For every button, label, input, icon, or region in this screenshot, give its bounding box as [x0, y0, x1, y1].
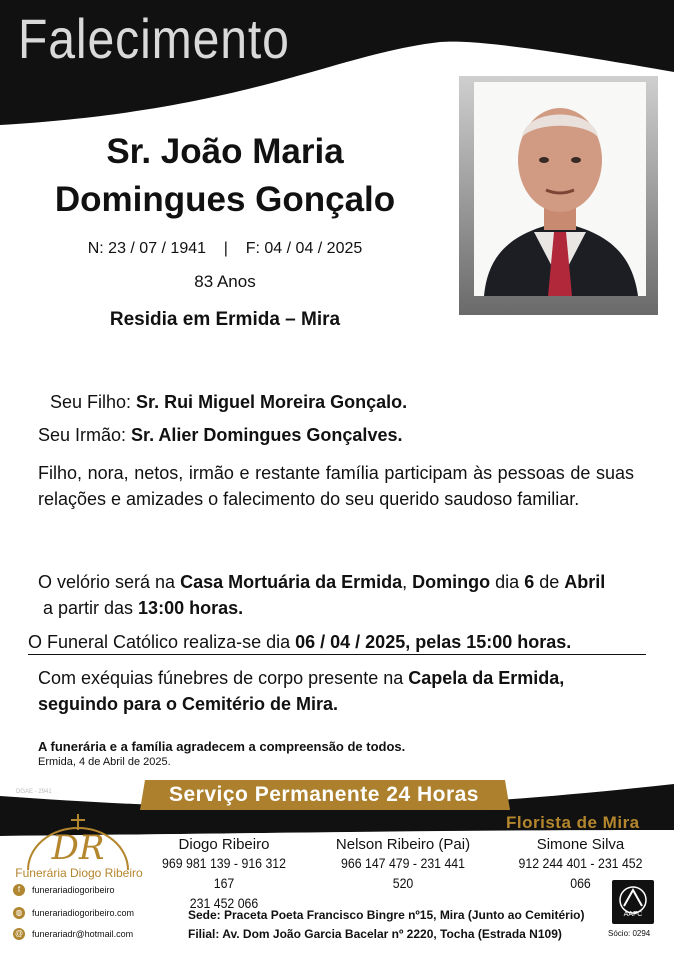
exequias-info	[38, 665, 648, 717]
facebook-link[interactable]	[13, 884, 115, 896]
deceased-photo	[474, 82, 646, 296]
wake-place: Casa Mortuária da Ermida	[180, 572, 403, 592]
contact-phones[interactable]: 912 244 401 - 231 452 066	[518, 855, 643, 891]
logo-letters: DR	[51, 828, 105, 868]
contact-name: Diogo Ribeiro	[178, 836, 270, 853]
son-name: Sr. Rui Miguel Moreira Gonçalo.	[136, 392, 408, 412]
contact-phones-2[interactable]: 231 452 066	[189, 895, 259, 911]
email-address: funerariadr@hotmail.com	[32, 929, 134, 939]
wake-text-3: dia	[490, 572, 525, 592]
funeral-text: O Funeral Católico realiza-se dia	[28, 632, 296, 652]
wake-date-number: 6	[524, 572, 535, 592]
funeral-info	[28, 630, 646, 655]
dgae-code: DGAE - 2941	[16, 789, 52, 795]
brother-label: Seu Irmão:	[38, 425, 132, 445]
contact-phones[interactable]: 966 147 479 - 231 441 520	[341, 855, 465, 891]
contact-diogo	[144, 836, 304, 913]
place-date: Ermida, 4 de Abril de 2025.	[38, 756, 171, 768]
facebook-icon: f	[13, 884, 25, 896]
name-line-2: Domingues Gonçalo	[54, 180, 396, 219]
exequias-chapel: Capela da Ermida,	[408, 668, 565, 688]
member-number: Sócio: 0294	[608, 929, 651, 938]
wake-day: Domingo	[412, 572, 491, 592]
exequias-cemetery: seguindo para o Cemitério de Mira.	[38, 694, 339, 714]
aafc-logo	[612, 880, 654, 924]
wake-text-1: O velório será na	[38, 572, 181, 592]
facebook-handle: funerariadiogoribeiro	[32, 885, 115, 895]
aafc-label: AAFC	[623, 911, 643, 918]
florist-name: Florista de Mira	[506, 813, 640, 832]
contact-name: Simone Silva	[536, 836, 625, 853]
wake-text-4: de	[534, 572, 565, 592]
announcement-text: Filho, nora, netos, irmão e restante família participam às pessoas de suas relações e amizades o falecimento do seu querido saudoso familiar.	[38, 463, 634, 509]
wake-text-5: a partir das	[38, 598, 139, 618]
globe-icon: ◍	[13, 907, 25, 919]
deceased-name	[10, 128, 440, 224]
contact-nelson	[323, 836, 483, 893]
wake-month: Abril	[564, 572, 606, 592]
funeral-home-logo	[18, 812, 138, 872]
wake-text-2: ,	[402, 572, 413, 592]
son-line	[50, 389, 407, 415]
wake-info	[38, 569, 638, 621]
website-url: funerariadiogoribeiro.com	[32, 908, 135, 918]
residence: Residia em Ermida – Mira	[109, 309, 341, 330]
company-name: Funerária Diogo Ribeiro	[15, 866, 143, 880]
address-filial: Filial: Av. Dom João Garcia Bacelar nº 2220, Tocha (Estrada N109)	[188, 927, 562, 941]
wake-time: 13:00 horas.	[138, 598, 244, 618]
website-link[interactable]	[13, 907, 134, 919]
email-icon: @	[14, 929, 24, 938]
funeral-details: 06 / 04 / 2025, pelas 15:00 horas.	[295, 632, 572, 652]
birth-death-dates: N: 23 / 07 / 1941 | F: 04 / 04 / 2025	[87, 240, 363, 257]
age: 83 Anos	[194, 272, 256, 291]
brother-line	[38, 422, 402, 448]
contact-name: Nelson Ribeiro (Pai)	[335, 836, 471, 853]
contact-phones[interactable]: 969 981 139 - 916 312 167	[162, 855, 286, 891]
email-link[interactable]	[13, 928, 133, 940]
thanks-note: A funerária e a família agradecem a compreensão de todos.	[38, 739, 406, 754]
exequias-text: Com exéquias fúnebres de corpo presente na	[38, 668, 409, 688]
service-banner: Serviço Permanente 24 Horas	[169, 783, 479, 806]
name-line-1: Sr. João Maria	[106, 132, 344, 171]
son-label: Seu Filho:	[50, 392, 137, 412]
page-title: Falecimento	[18, 7, 290, 70]
address-sede: Sede: Praceta Poeta Francisco Bingre nº15, Mira (Junto ao Cemitério)	[188, 908, 585, 922]
brother-name: Sr. Alier Domingues Gonçalves.	[131, 425, 403, 445]
